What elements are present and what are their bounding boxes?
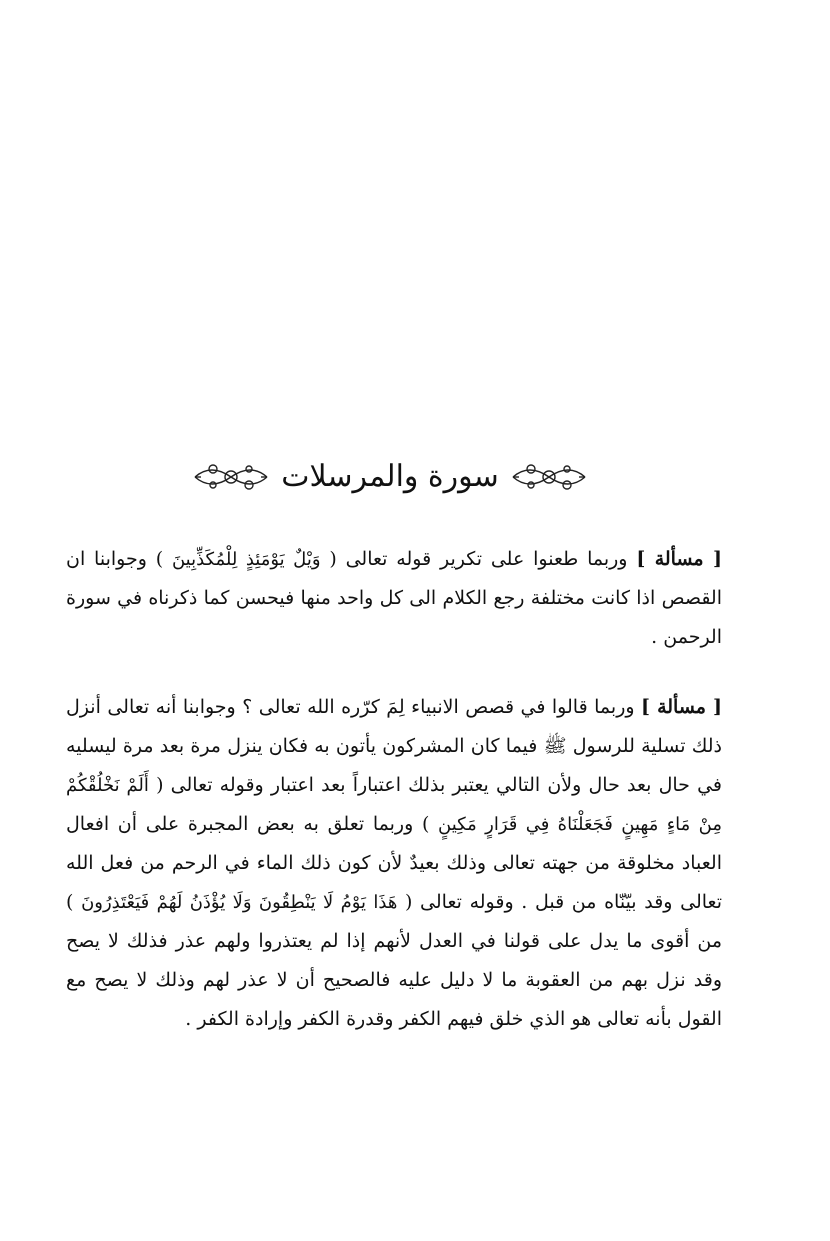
left-floral-ornament-icon [191, 455, 271, 499]
sura-header [215, 452, 565, 502]
sura-title: سورة والمرسلات [281, 459, 499, 494]
paragraph-text: ) من أقوى ما يدل على قولنا في العدل لأنهم إذا لم يعتذروا ولهم عذر فذلك لا يصح وقد نزل بهم من العقوبة ما لا دليل عليه فالصحيح أن لا عذر لهم وذلك لا يصح مع القول بأنه تعالى هو الذي خلق فيهم الكفر وقدرة الكفر وإرادة الكفر . [66, 891, 722, 1030]
paragraph-text: وربما طعنوا على تكرير قوله تعالى ( [320, 548, 637, 570]
issue-tag: [ مسألة ] [636, 548, 722, 570]
paragraph-2 [66, 688, 722, 1039]
quran-verse: هَذَا يَوْمُ لَا يَنْطِقُونَ وَلَا يُؤْذَنُ لَهُمْ فَيَعْتَذِرُونَ [81, 892, 398, 913]
quran-verse: أَلَمْ نَخْلُقْكُمْ مِنْ مَاءٍ مَهِينٍ فَجَعَلْنَاهُ فِي قَرَارٍ مَكِينٍ [66, 775, 722, 835]
paragraph-text: ) وجوابنا ان القصص اذا كانت مختلفة رجع الكلام الى كل واحد منها فيحسن كما ذكرناه في سورة الرحمن . [66, 548, 722, 648]
paragraph-text: ) وربما تعلق به بعض المجبرة على أن افعال العباد مخلوقة من جهته تعالى وذلك بعيدٌ لأن كون ذلك الماء في الرحم من فعل الله تعالى وقد بيّنّاه من قبل . وقوله تعالى ( [66, 813, 722, 913]
paragraph-text: وربما قالوا في قصص الانبياء لِمَ كرّره الله تعالى ؟ وجوابنا أنه تعالى أنزل ذلك تسلية للرسول ﷺ فيما كان المشركون يأتون به فكان ينزل مرة بعد مرة ليسليه في حال بعد حال ولأن التالي يعتبر بذلك اعتباراً بعد اعتبار وقوله تعالى ( [66, 696, 722, 796]
issue-tag: [ مسألة ] [641, 696, 722, 718]
paragraph-1 [66, 540, 722, 657]
right-floral-ornament-icon [509, 455, 589, 499]
quran-verse: وَيْلٌ يَوْمَئِذٍ لِلْمُكَذِّبِينَ [171, 549, 321, 570]
